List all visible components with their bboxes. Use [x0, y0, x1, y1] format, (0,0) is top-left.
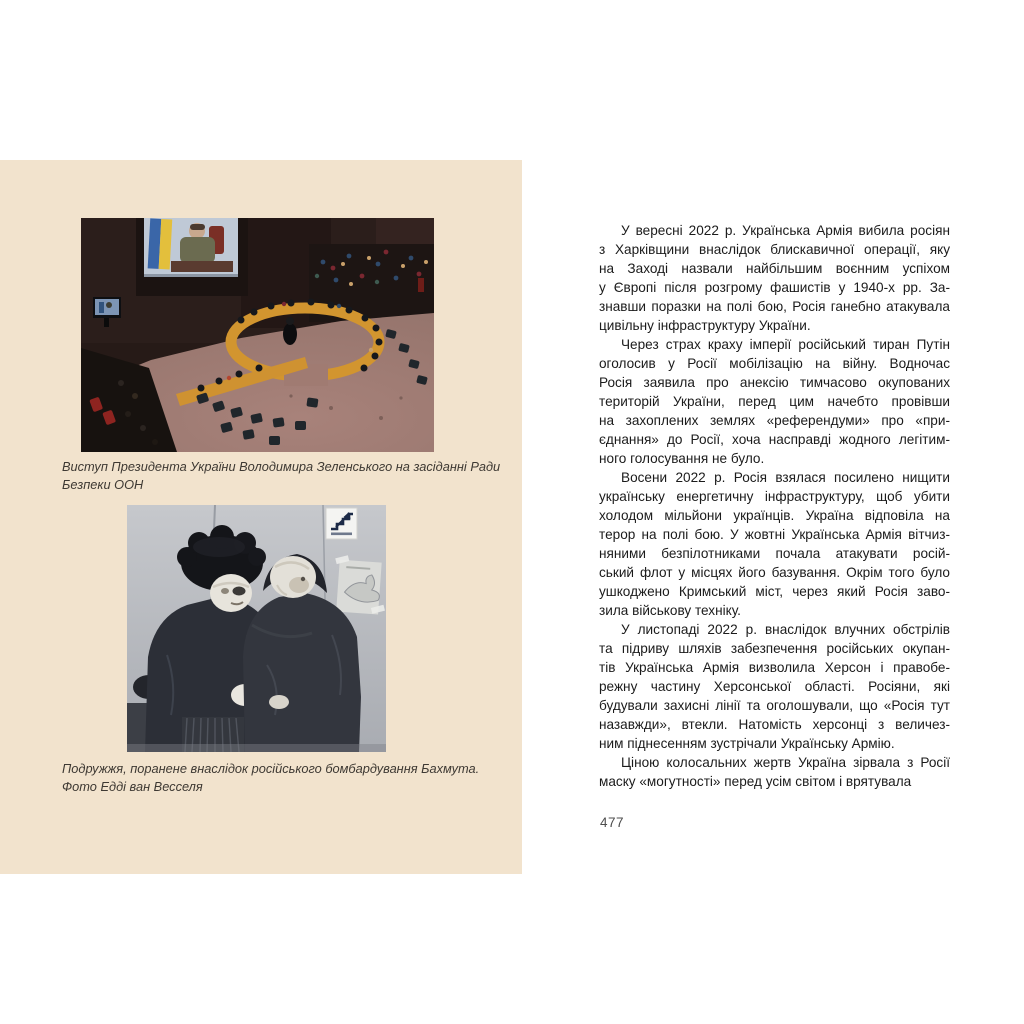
body-text-line: ним піднесенням зустрічали Українську Армію.: [599, 736, 895, 751]
body-text-line: українську енергетичну інфраструктуру, щоб убити: [599, 489, 950, 504]
body-text-line: територій України, перед цим начебто провівши: [599, 394, 950, 409]
open-book-spread: [0, 160, 1024, 874]
body-text-line: ський флот у місцях його базування. Окрім того було: [599, 565, 950, 580]
body-text-line: з Харківщини внаслідок блискавичної операції, яку: [599, 242, 950, 257]
pale-hand: [269, 695, 289, 709]
body-text-line: на захоплених землях «референдуми» про «при-: [599, 413, 950, 428]
paragraph: [599, 753, 950, 791]
body-text-line: режну частину Херсонської області. Росіяни, які: [599, 679, 950, 694]
body-text-line: цивільну інфраструктуру України.: [599, 318, 811, 333]
bandaged-face-woman: [270, 556, 316, 598]
body-text-line: няними безпілотниками почала атакувати росій-: [599, 546, 950, 561]
left-page: [0, 160, 522, 874]
bandaged-face-man: [210, 574, 252, 612]
body-text-line: на Заході назвали найбільшим воєнним успіхом: [599, 261, 950, 276]
page-number: 477: [600, 815, 625, 830]
body-text-line: зила військову техніку.: [599, 603, 741, 618]
paragraph: [599, 620, 950, 753]
body-text-line: У вересні 2022 р. Українська Армія вибила росіян: [621, 223, 950, 238]
body-text-line: тів Українська Армія визволила Херсон і правобе-: [599, 660, 950, 675]
body-text-line: єднання» до Росії, хоча насправді жодного легітим-: [599, 432, 950, 447]
body-text-line: Через страх краху імперії російський тиран Путін: [621, 337, 950, 352]
body-text-line: Ціною колосальних жертв Україна зірвала з Росії: [621, 755, 950, 770]
body-text-block: [599, 221, 950, 791]
paragraph: [599, 221, 950, 335]
body-text-line: У листопаді 2022 р. внаслідок влучних обстрілів: [621, 622, 950, 637]
projection-screen: [144, 218, 238, 277]
body-text-line: маску «могутності» перед усім світом і врятувала: [599, 774, 912, 789]
body-text-line: оголосив у Росії мобілізацію на війну. Водночас: [599, 356, 950, 371]
photo2-caption: [62, 760, 502, 795]
un-security-council-photo: [81, 218, 434, 452]
body-text-line: знавши поразки на полі бою, Росія ганебно атакувала: [599, 299, 950, 314]
body-text-line: терор на полі бою. У жовтні Українська Армія вітчиз-: [599, 527, 950, 542]
bakhmut-couple-illustration: [127, 505, 386, 752]
dove-drawing: [332, 554, 386, 615]
body-text-line: Восени 2022 р. Росія взялася посилено нищити: [621, 470, 950, 485]
ukraine-flag: [148, 218, 173, 269]
body-text-line: назавжди», втекли. Натомість херсонці з величез-: [599, 717, 950, 732]
body-text-line: ушкоджено Кримський міст, через який Росія заво-: [599, 584, 950, 599]
body-text-line: Росія заявила про анексію тимчасово окупованих: [599, 375, 950, 390]
right-page: [522, 160, 1024, 874]
paragraph: [599, 468, 950, 620]
bakhmut-couple-photo: [127, 505, 386, 752]
body-text-line: у Європі після розгрому фашистів у 1940-х рр. За-: [599, 280, 950, 295]
paragraph: [599, 335, 950, 468]
photo2-caption-line2: Фото Едді ван Весселя: [62, 778, 203, 794]
body-text-line: та підриву шляхів забезпечення російських окупан-: [599, 641, 950, 656]
body-text-line: ного голосування не було.: [599, 451, 765, 466]
photo1-caption: [62, 458, 502, 493]
body-text-line: будували захисні лінії та оголошували, що «Росія тут: [599, 698, 950, 713]
photo2-caption-line1: Подружжя, поранене внаслідок російського бомбардування Бахмута.: [62, 761, 480, 776]
body-text-line: холодом мільйони українців. Україна відповіла на: [599, 508, 950, 523]
photo1-caption-line1: Виступ Президента України Володимира Зеленського на засіданні Ради: [62, 459, 501, 474]
stairs-up-icon: [326, 508, 357, 539]
photo1-caption-line2: Безпеки ООН: [62, 476, 144, 492]
un-security-council-illustration: [81, 218, 434, 452]
